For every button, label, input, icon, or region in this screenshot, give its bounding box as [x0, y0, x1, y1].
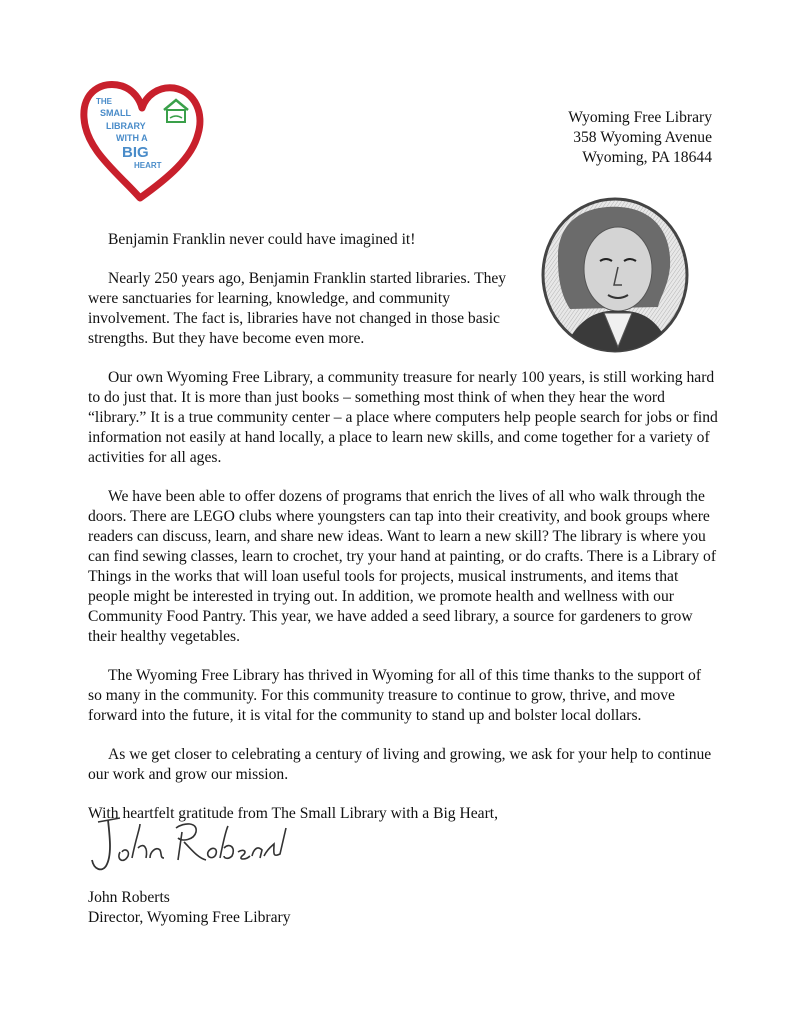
logo-line-4: WITH A — [116, 133, 148, 143]
paragraph-4: We have been able to offer dozens of programs that enrich the lives of all who walk through the doors. There are LEGO clubs where youngsters can tap into their creativity, and book groups where readers can discuss, learn, and share new ideas. Want to learn a new skill? The library is where you can find sewing classes, learn to crochet, try your hand at painting, or do crafts. There is a Library of Things in the works that will loan useful tools for projects, musical instruments, and items that people might be interested in trying out. In addition, we promote health and wellness with our Community Food Pantry. This year, we have added a seed library, a source for gardeners to grow their healthy vegetables. — [88, 488, 717, 645]
signer-name: John Roberts — [88, 889, 170, 906]
address-city: Wyoming, PA 18644 — [582, 149, 712, 166]
address-name: Wyoming Free Library — [568, 109, 712, 126]
paragraph-6: As we get closer to celebrating a century of living and growing, we ask for your help to continue our work and grow our mission. — [88, 746, 712, 783]
closing-line: With heartfelt gratitude from The Small Library with a Big Heart, — [88, 805, 499, 822]
logo-line-1: THE — [96, 97, 112, 106]
sender-address — [568, 108, 712, 168]
paragraph-3: Our own Wyoming Free Library, a community treasure for nearly 100 years, is still working hard to do just that. It is more than just books – something most think of when they hear the word “library.” It is a true community center – a place where computers help people search for jobs or find information not easily at hand locally, a place to learn new skills, and come together for a variety of activities for all ages. — [88, 369, 718, 466]
paragraph-5: The Wyoming Free Library has thrived in Wyoming for all of this time thanks to the support of so many in the community. For this community treasure to continue to grow, thrive, and move forward into the future, it is vital for the community to stand up and bolster local dollars. — [88, 667, 702, 724]
house-book-icon — [164, 100, 188, 122]
logo-line-2: SMALL — [100, 108, 131, 118]
paragraph-1: Benjamin Franklin never could have imagined it! — [108, 231, 416, 248]
logo-line-3: LIBRARY — [106, 121, 146, 131]
paragraph-2: Nearly 250 years ago, Benjamin Franklin started libraries. They were sanctuaries for learning, knowledge, and community involvement. The fact is, libraries have not changed in those basic strengths. But they have become even more. — [88, 270, 507, 347]
handwritten-signature — [88, 808, 288, 878]
address-street: 358 Wyoming Avenue — [573, 129, 712, 146]
library-logo — [78, 78, 208, 203]
logo-line-6: HEART — [134, 161, 162, 170]
signer-title: Director, Wyoming Free Library — [88, 909, 291, 926]
letter-body — [88, 230, 718, 843]
portrait-space — [528, 230, 718, 358]
signoff-block — [88, 888, 291, 928]
logo-line-5: BIG — [122, 144, 149, 161]
